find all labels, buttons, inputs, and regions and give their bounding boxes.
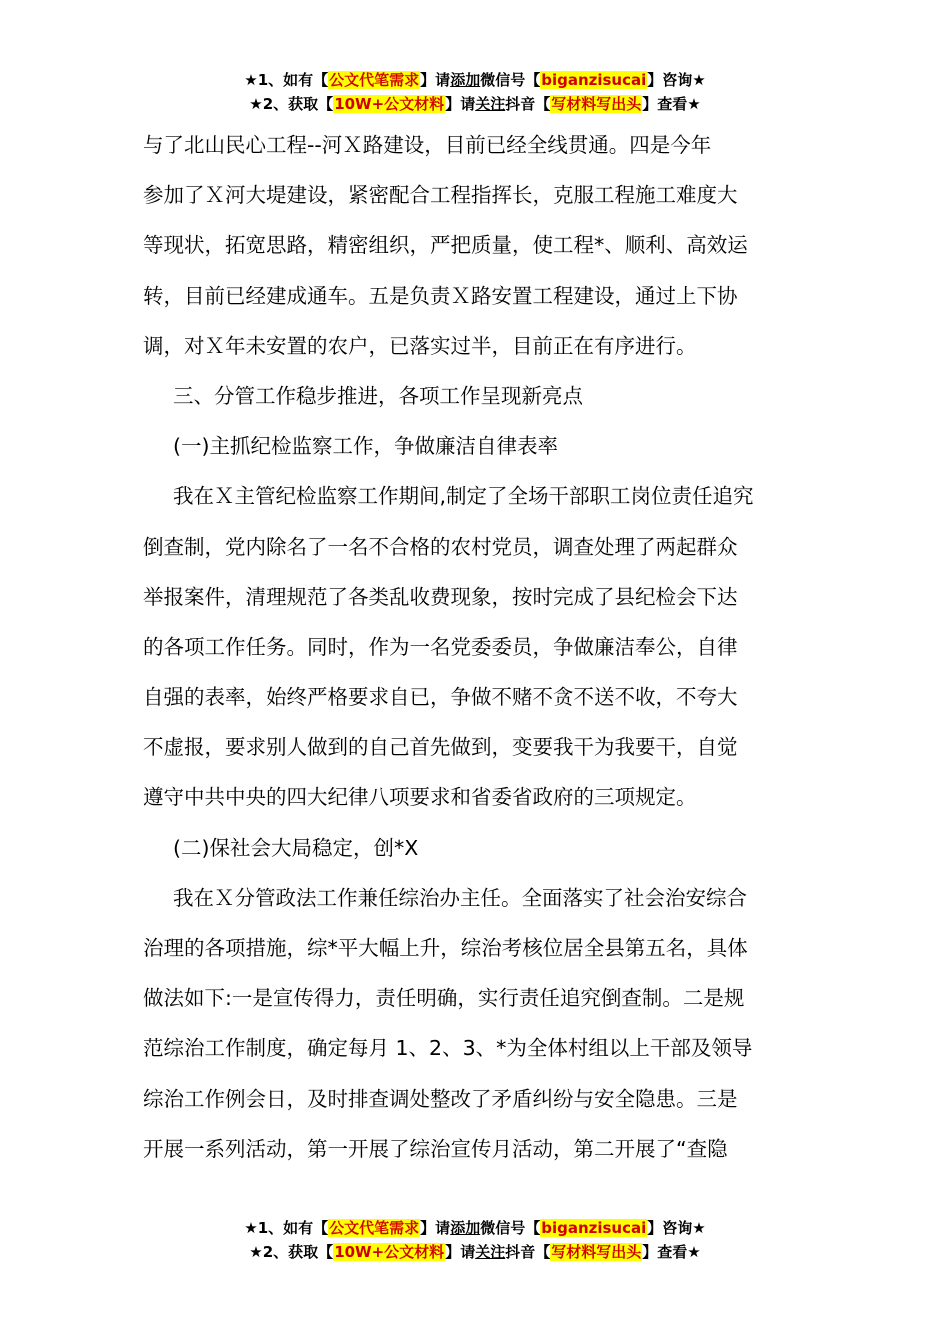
header-banner-line-1 [0, 68, 950, 92]
footer-banner [0, 1216, 950, 1264]
paragraph-first-line: 我在Ｘ分管政法工作兼任综治办主任。全面落实了社会治安综合 [173, 885, 747, 910]
body-line: 自强的表率，始终严格要求自已，争做不赌不贪不送不收，不夸大 [143, 685, 738, 710]
body-line: 举报案件，清理规范了各类乱收费现象，按时完成了县纪检会下达 [143, 584, 738, 609]
body-line: 的各项工作任务。同时，作为一名党委委员，争做廉洁奉公，自律 [143, 634, 738, 659]
banner-text: 】请 [445, 1243, 476, 1261]
banner-text: 微信号【 [480, 71, 541, 89]
body-line: 与了北山民心工程--河Ｘ路建设，目前已经全线贯通。四是今年 [143, 133, 712, 157]
banner-text: 】咨询★ [647, 71, 706, 89]
body-line: 转，目前已经建成通车。五是负责Ｘ路安置工程建设，通过上下协 [143, 283, 738, 308]
body-line: 遵守中共中央的四大纪律八项要求和省委省政府的三项规定。 [143, 785, 697, 810]
body-line: 等现状，拓宽思路，精密组织，严把质量，使工程*、顺利、高效运 [143, 233, 748, 258]
body-line: 不虚报，要求别人做到的自己首先做到，变要我干为我要干，自觉 [143, 735, 738, 760]
banner-underlined-text: 添加 [450, 71, 481, 89]
body-line: 倒查制，党内除名了一名不合格的农村党员，调查处理了两起群众 [143, 534, 738, 559]
document-body [143, 120, 808, 1174]
banner-highlight: 10W+公文材料 [334, 95, 445, 113]
banner-text: ★2、获取【 [249, 1243, 334, 1261]
section-heading: 三、分管工作稳步推进，各项工作呈现新亮点 [173, 383, 583, 408]
banner-text: 】请 [420, 71, 451, 89]
banner-highlight-douyin-name: 写材料写出头 [551, 95, 642, 113]
banner-highlight-wechat-id: biganzisucai [541, 1219, 647, 1237]
banner-text: ★1、如有【 [244, 71, 329, 89]
body-line: 做法如下:一是宣传得力，责任明确，实行责任追究倒查制。二是规 [143, 986, 745, 1011]
body-line: 参加了Ｘ河大堤建设，紧密配合工程指挥长，克服工程施工难度大 [143, 183, 738, 208]
body-line: 范综治工作制度，确定每月 1、2、3、*为全体村组以上干部及领导 [143, 1036, 753, 1061]
banner-text: ★2、获取【 [249, 95, 334, 113]
body-line: 开展一系列活动，第一开展了综治宣传月活动，第二开展了“查隐 [143, 1136, 728, 1161]
banner-text: 】请 [445, 95, 476, 113]
banner-highlight: 公文代笔需求 [329, 1219, 420, 1237]
banner-text: 抖音【 [505, 1243, 551, 1261]
subsection-heading: (一)主抓纪检监察工作，争做廉洁自律表率 [173, 434, 558, 459]
header-banner-line-2 [0, 92, 950, 116]
banner-text: 】查看★ [642, 1243, 701, 1261]
header-banner [0, 68, 950, 116]
body-line: 调，对Ｘ年未安置的农户，已落实过半，目前正在有序进行。 [143, 333, 697, 358]
body-line: 治理的各项措施，综*平大幅上升，综治考核位居全县第五名，具体 [143, 936, 748, 960]
banner-underlined-text: 关注 [475, 1243, 506, 1261]
banner-highlight: 公文代笔需求 [329, 71, 420, 89]
banner-text: 】咨询★ [647, 1219, 706, 1237]
banner-highlight: 10W+公文材料 [334, 1243, 445, 1261]
subsection-heading: (二)保社会大局稳定，创*X [173, 835, 419, 860]
body-line: 综治工作例会日，及时排查调处整改了矛盾纠纷与安全隐患。三是 [143, 1086, 738, 1111]
paragraph-first-line: 我在Ｘ主管纪检监察工作期间,制定了全场干部职工岗位责任追究 [173, 484, 754, 509]
banner-highlight-douyin-name: 写材料写出头 [551, 1243, 642, 1261]
banner-text: 】请 [420, 1219, 451, 1237]
banner-text: 】查看★ [642, 95, 701, 113]
footer-banner-line-2 [0, 1240, 950, 1264]
banner-underlined-text: 添加 [450, 1219, 481, 1237]
footer-banner-line-1 [0, 1216, 950, 1240]
banner-highlight-wechat-id: biganzisucai [541, 71, 647, 89]
banner-text: 微信号【 [480, 1219, 541, 1237]
banner-underlined-text: 关注 [475, 95, 506, 113]
banner-text: ★1、如有【 [244, 1219, 329, 1237]
banner-text: 抖音【 [505, 95, 551, 113]
